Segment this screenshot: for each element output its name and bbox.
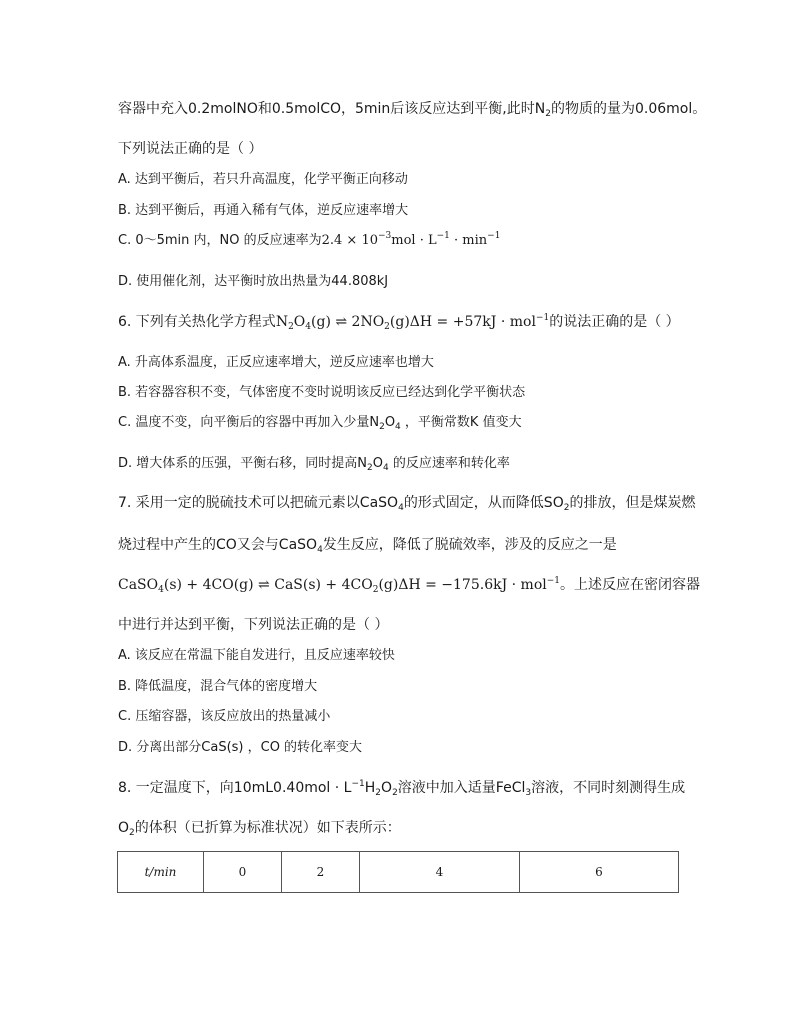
q7-text: 。上述反应在密闭容器 bbox=[560, 577, 701, 593]
rate-unit: mol · L bbox=[391, 233, 437, 248]
formula-sub: 3 bbox=[525, 788, 532, 798]
q5-prompt bbox=[118, 140, 262, 158]
q7-option-c bbox=[118, 708, 330, 726]
eq-sup: −1 bbox=[535, 313, 550, 323]
q5-option-c-text: C. 0～5min 内，NO 的反应速率为 bbox=[118, 233, 322, 248]
q7-option-a bbox=[118, 647, 395, 665]
q7-text: 发生反应，降低了脱硫效率，涉及的反应之一是 bbox=[322, 537, 617, 553]
eq-part: (g)ΔH = +57kJ · mol bbox=[389, 314, 536, 330]
eq-part: CaSO bbox=[118, 577, 159, 593]
formula-part: H bbox=[364, 780, 376, 796]
q7-option-d bbox=[118, 739, 362, 757]
q6-option-d-end: 的反应速率和转化率 bbox=[388, 456, 510, 471]
eq-sup: −1 bbox=[546, 576, 561, 586]
q7-line-1 bbox=[118, 494, 695, 512]
formula-sub: 2 bbox=[392, 788, 398, 798]
q5-option-d-text: D. 使用催化剂，达平衡时放出热量为44.808kJ bbox=[118, 274, 389, 289]
table-header-text: t/min bbox=[144, 865, 177, 879]
eq-sub: 2 bbox=[372, 585, 379, 595]
formula-sub: 2 bbox=[379, 422, 385, 432]
q6-option-a bbox=[118, 354, 434, 372]
q8-data-table bbox=[117, 851, 679, 893]
table-header-cell bbox=[118, 852, 204, 893]
formula-sub: 4 bbox=[395, 422, 401, 432]
q6-option-c bbox=[118, 414, 522, 432]
formula-sub: 4 bbox=[398, 503, 404, 513]
q6-stem-end: 的说法正确的是（ ） bbox=[549, 314, 680, 330]
rate-exp2: −1 bbox=[436, 231, 450, 241]
formula-sub: 4 bbox=[317, 545, 323, 555]
q8-line-1 bbox=[118, 779, 685, 797]
formula-sup: −1 bbox=[351, 779, 365, 789]
q5-option-b bbox=[118, 202, 408, 220]
q6-option-d-text: D. 增大体系的压强，平衡右移，同时提高N bbox=[118, 456, 367, 471]
formula-part: O bbox=[381, 780, 393, 796]
rate-exp3: −1 bbox=[487, 231, 501, 241]
q5-prompt-text: 下列说法正确的是（ ） bbox=[118, 141, 263, 157]
q5-option-c-rate bbox=[322, 233, 501, 248]
table-cell: 2 bbox=[282, 852, 360, 893]
eq-sub: 4 bbox=[158, 585, 164, 595]
eq-part: (g) ⇌ 2NO bbox=[311, 314, 385, 330]
q8-text: 溶液中加入适量FeCl bbox=[397, 780, 526, 796]
q7-text: 的排放，但是煤炭燃 bbox=[569, 495, 696, 511]
q6-equation bbox=[276, 314, 549, 330]
q7-line-3 bbox=[118, 576, 700, 594]
q8-line-2 bbox=[118, 819, 401, 837]
q6-option-b-text: B. 若容器容积不变，气体密度不变时说明该反应已经达到化学平衡状态 bbox=[118, 385, 526, 400]
q7-text: 的形式固定，从而降低SO bbox=[403, 495, 564, 511]
q7-text: 中进行并达到平衡，下列说法正确的是（ ） bbox=[118, 617, 389, 633]
formula-sub: 2 bbox=[367, 463, 373, 473]
q6-option-c-end: ，平衡常数K 值变大 bbox=[400, 415, 522, 430]
intro-text: 容器中充入0.2molNO和0.5molCO，5min后该反应达到平衡,此时N bbox=[118, 101, 546, 117]
table-cell: 0 bbox=[204, 852, 282, 893]
q5-option-d bbox=[118, 273, 388, 291]
table-row bbox=[118, 852, 679, 893]
rate-value: 2.4 × 10 bbox=[321, 233, 378, 248]
eq-part: N bbox=[275, 314, 289, 330]
q7-equation bbox=[118, 577, 560, 593]
eq-sub: 4 bbox=[305, 322, 312, 332]
q7-line-2 bbox=[118, 536, 617, 554]
formula-part: O bbox=[118, 820, 130, 836]
q5-option-a bbox=[118, 171, 408, 189]
eq-sub: 2 bbox=[288, 322, 294, 332]
q5-option-c bbox=[118, 232, 500, 250]
formula-part: O bbox=[372, 456, 383, 471]
q6-stem bbox=[118, 313, 680, 331]
q7-line-4 bbox=[118, 616, 388, 634]
formula-sub: 2 bbox=[129, 828, 135, 838]
q7-option-a-text: A. 该反应在常温下能自发进行，且反应速率较快 bbox=[118, 648, 395, 663]
eq-part: (s) + 4CO(g) ⇌ CaS(s) + 4CO bbox=[163, 577, 373, 593]
q5-option-a-text: A. 达到平衡后，若只升高温度，化学平衡正向移动 bbox=[118, 172, 408, 187]
q6-stem-text: 6. 下列有关热化学方程式 bbox=[118, 314, 276, 330]
q6-option-c-text: C. 温度不变，向平衡后的容器中再加入少量N bbox=[118, 415, 380, 430]
eq-part: O bbox=[293, 314, 306, 330]
q8-text: 的体积（已折算为标准状况）如下表所示： bbox=[134, 820, 401, 836]
eq-sub: 2 bbox=[384, 322, 390, 332]
rate-unit2: · min bbox=[449, 233, 488, 248]
formula-sub: 4 bbox=[382, 463, 389, 473]
q7-option-d-text: D. 分离出部分CaS(s) ，CO 的转化率变大 bbox=[118, 740, 363, 755]
formula-sub: 2 bbox=[375, 788, 382, 798]
q6-option-a-text: A. 升高体系温度，正反应速率增大，逆反应速率也增大 bbox=[118, 355, 434, 370]
intro-sub: 2 bbox=[545, 109, 551, 119]
intro-text-end: 的物质的量为0.06mol。 bbox=[550, 101, 707, 117]
rate-exp: −3 bbox=[378, 231, 392, 241]
eq-part: (g)ΔH = −175.6kJ · mol bbox=[378, 577, 547, 593]
q5-option-b-text: B. 达到平衡后，再通入稀有气体，逆反应速率增大 bbox=[118, 203, 409, 218]
formula-sub: 2 bbox=[563, 503, 570, 513]
q7-text: 7. 采用一定的脱硫技术可以把硫元素以CaSO bbox=[118, 495, 399, 511]
intro-line bbox=[118, 100, 706, 118]
table-cell: 6 bbox=[520, 852, 679, 893]
q7-option-b bbox=[118, 678, 317, 696]
q8-text: 溶液，不同时刻测得生成 bbox=[531, 780, 686, 796]
formula-part: O bbox=[384, 415, 396, 430]
q7-option-c-text: C. 压缩容器，该反应放出的热量减小 bbox=[118, 709, 331, 724]
table-cell: 4 bbox=[360, 852, 520, 893]
q7-option-b-text: B. 降低温度，混合气体的密度增大 bbox=[118, 679, 318, 694]
q8-text: 8. 一定温度下，向10mL0.40mol · L bbox=[118, 780, 352, 796]
q7-text: 烧过程中产生的CO又会与CaSO bbox=[118, 537, 318, 553]
q6-option-d bbox=[118, 455, 510, 473]
q6-option-b bbox=[118, 384, 525, 402]
